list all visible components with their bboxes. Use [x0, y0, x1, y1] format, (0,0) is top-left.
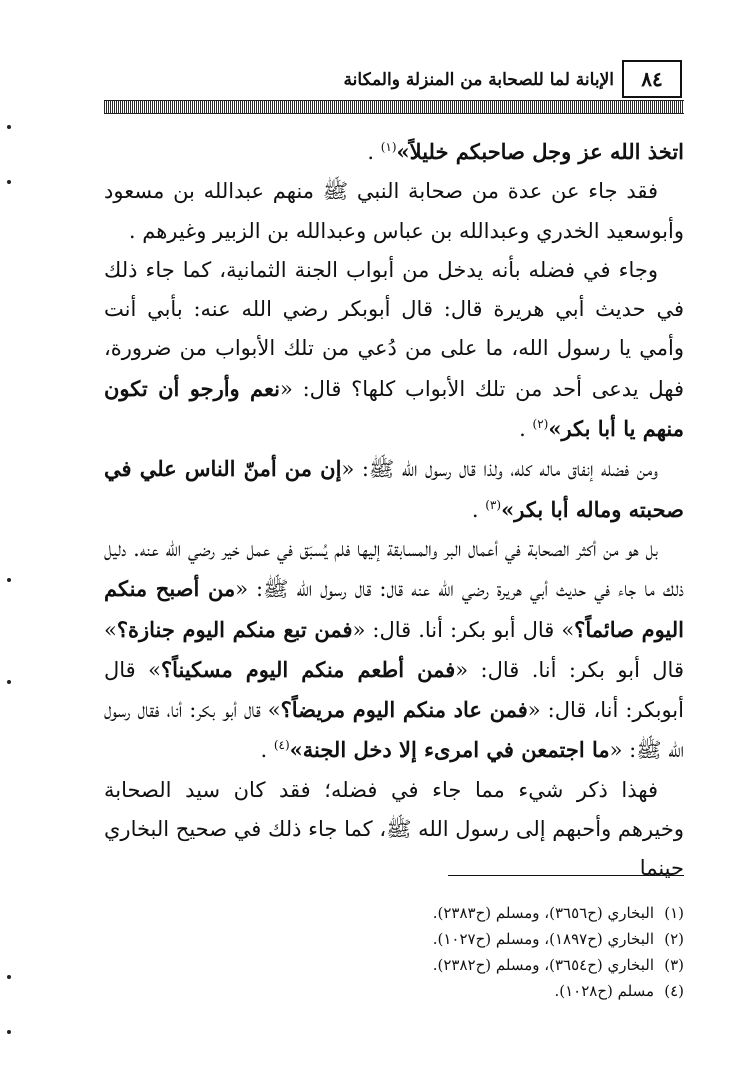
footnote-number: (٣)	[664, 956, 684, 974]
hadith-quote: اتخذ الله عز وجل صاحبكم خليلاً»	[396, 139, 684, 164]
scan-speck	[7, 680, 11, 684]
paragraph-text: » قال أبو بكر: أنا، فقال رسول الله ﷺ: «	[104, 698, 684, 763]
paragraph-1	[104, 132, 684, 172]
paragraph-text: ومن فضله إنفاق ماله كله، ولذا قال رسول الله ﷺ: «	[341, 457, 659, 482]
scan-speck	[7, 125, 11, 129]
hadith-quote: من أصبح منكم اليوم صائماً؟	[104, 576, 684, 642]
paragraph-5	[104, 530, 684, 771]
paragraph-2: فقد جاء عن عدة من صحابة النبي ﷺ منهم عبدالله بن مسعود وأبوسعيد الخدري وعبدالله بن عباس وعبدالله بن الزبير وغيرهم .	[104, 179, 684, 243]
scan-speck	[7, 578, 11, 582]
footnote-ref: (٢)	[532, 417, 549, 432]
footnote-text: البخاري (ح٣٦٥٦)، ومسلم (ح٢٣٨٣).	[432, 904, 654, 922]
paragraph-text: » قال أبو بكر: أنا. قال: «	[352, 617, 575, 642]
footnote-4	[104, 978, 684, 1004]
page-number-text: ٨٤	[641, 67, 663, 91]
footnotes	[104, 900, 684, 1004]
footnote-text: مسلم (ح١٠٢٨).	[554, 982, 654, 1000]
scan-speck	[7, 1030, 11, 1034]
hadith-quote: فمن تبع منكم اليوم جنازة؟	[116, 616, 353, 642]
footnote-separator	[448, 875, 684, 876]
footnote-text: البخاري (ح١٨٩٧)، ومسلم (ح١٠٢٧).	[432, 930, 654, 948]
sentence-end: .	[367, 140, 381, 164]
footnote-1	[104, 900, 684, 926]
sentence-end: .	[260, 738, 274, 763]
paragraph-3	[104, 251, 684, 449]
footnote-ref: (١)	[380, 140, 397, 154]
hadith-quote: نعم وأرجو أن تكون منهم يا أبا بكر»	[104, 375, 684, 442]
footnote-number: (٢)	[664, 930, 684, 948]
hadith-quote: إن من أمنّ الناس علي في صحبته وماله أبا بكر»	[104, 456, 684, 522]
footnote-text: البخاري (ح٣٦٥٤)، ومسلم (ح٢٣٨٢).	[432, 956, 654, 974]
footnote-3	[104, 952, 684, 978]
scan-speck	[7, 180, 11, 184]
header-hatched-rule	[104, 100, 684, 114]
paragraph-6: فهذا ذكر شيء مما جاء في فضله؛ فقد كان سيد الصحابة وخيرهم وأحبهم إلى رسول الله ﷺ، كما جاء ذلك في صحيح البخاري حينما	[104, 777, 684, 881]
footnote-number: (٤)	[664, 982, 684, 1000]
footnote-2	[104, 926, 684, 952]
sentence-end: .	[471, 497, 486, 522]
footnote-ref: (٤)	[273, 738, 290, 753]
paragraph-text: » قال أبوبكر: أنا، قال: «	[104, 657, 684, 723]
paragraph-4	[104, 449, 684, 530]
hadith-quote: فمن أطعم منكم اليوم مسكيناً؟	[160, 656, 456, 682]
running-title: الإبانة لما للصحابة من المنزلة والمكانة	[343, 70, 614, 90]
paragraph-text: بل هو من أكثر الصحابة في أعمال البر والمسابقة إليها فلم يُسبَق في عمل خير رضي الله عنه. دليل ذلك ما جاء في حديث أبي هريرة رضي الله عنه قال: قال رسول الله ﷺ: «	[104, 536, 684, 602]
paragraph-text: وجاء في فضله بأنه يدخل من أبواب الجنة الثمانية، كما جاء ذلك في حديث أبي هريرة قال: قال أبوبكر رضي الله عنه: بأبي أنت وأمي يا رسول الله، ما على من دُعي من تلك الأبواب من ضرورة، فهل يدعى أحد من تلك الأبواب كلها؟ قال: «	[104, 257, 684, 401]
footnote-number: (١)	[664, 904, 684, 922]
page-number	[622, 60, 682, 98]
footnote-ref: (٣)	[485, 497, 502, 512]
paragraph-text: » قال أبو بكر: أنا. قال: «	[104, 617, 684, 682]
main-text	[104, 132, 684, 889]
hadith-quote: ما اجتمعن في امرىء إلا دخل الجنة»	[289, 737, 610, 763]
scan-speck	[7, 975, 11, 979]
hadith-quote: فمن عاد منكم اليوم مريضاً؟	[280, 697, 528, 723]
sentence-end: .	[519, 417, 533, 442]
